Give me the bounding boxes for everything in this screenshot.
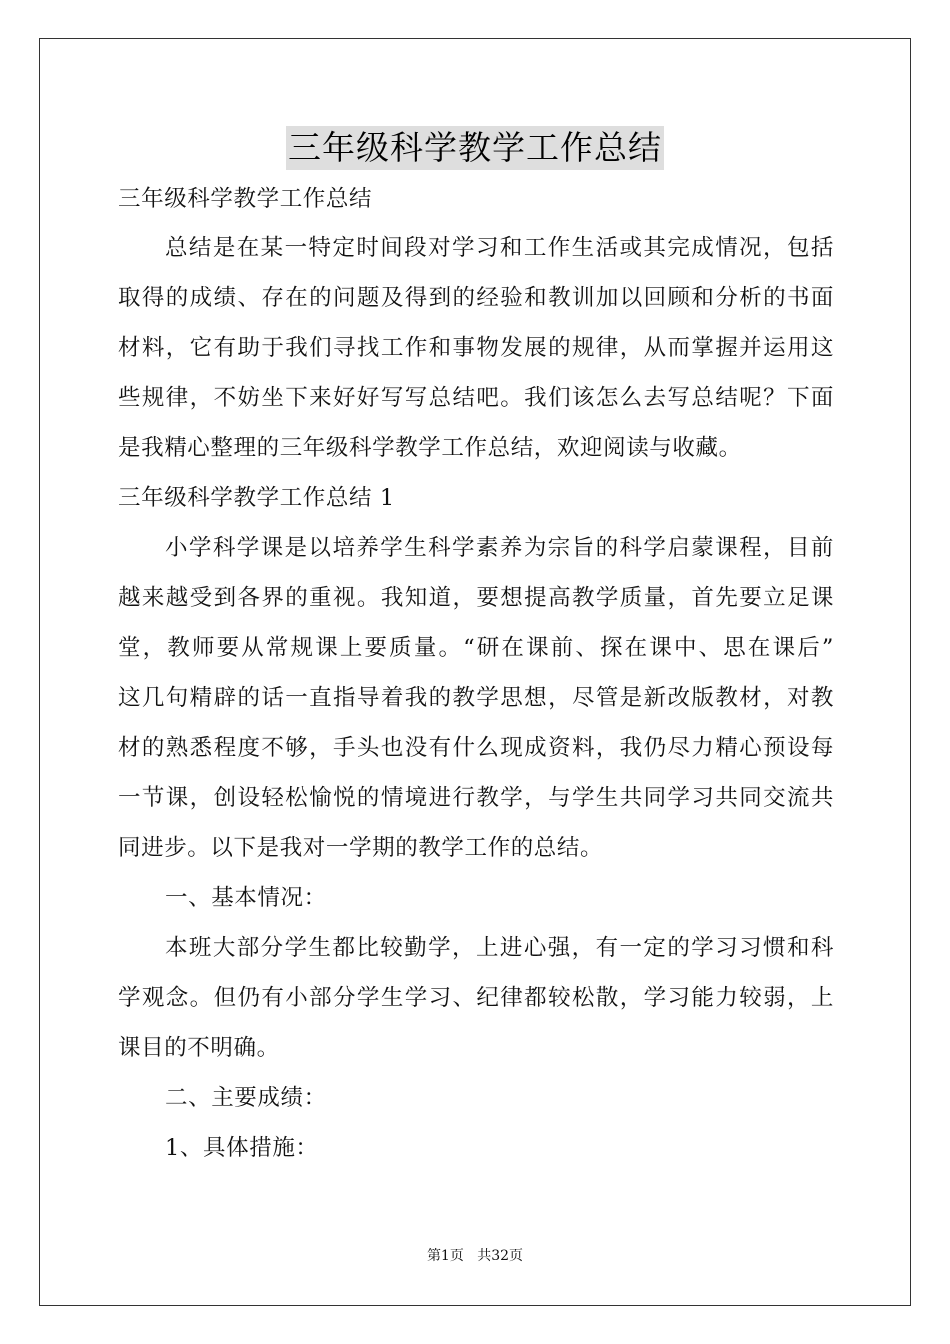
heading-results: 二、主要成绩： [165, 1085, 327, 1111]
para1-line: 越来越受到各界的重视。我知道，要想提高教学质量，首先要立足课 [118, 585, 834, 611]
para1-line: 小学科学课是以培养学生科学素养为宗旨的科学启蒙课程，目前 [165, 535, 834, 561]
page-footer [0, 1247, 950, 1265]
para2-line: 课目的不明确。 [118, 1035, 280, 1061]
para1-line: 材的熟悉程度不够，手头也没有什么现成资料，我仍尽力精心预设每 [118, 735, 834, 761]
intro-line: 些规律，不妨坐下来好好写写总结吧。我们该怎么去写总结呢？下面 [118, 385, 834, 411]
para1-line: 同进步。以下是我对一学期的教学工作的总结。 [118, 835, 604, 861]
intro-line: 材料，它有助于我们寻找工作和事物发展的规律，从而掌握并运用这 [118, 335, 834, 361]
intro-line: 总结是在某一特定时间段对学习和工作生活或其完成情况，包括 [165, 235, 834, 261]
para1-line: 一节课，创设轻松愉悦的情境进行教学，与学生共同学习共同交流共 [118, 785, 834, 811]
page-border [39, 38, 911, 1306]
para2-line: 学观念。但仍有小部分学生学习、纪律都较松散，学习能力较弱，上 [118, 985, 834, 1011]
heading-basic: 一、基本情况： [165, 885, 327, 911]
section-title: 三年级科学教学工作总结 1 [118, 485, 395, 511]
title-wrap [0, 126, 950, 170]
heading-measures: 1、具体措施： [165, 1135, 319, 1161]
para1-line: 这几句精辟的话一直指导着我的教学思想，尽管是新改版教材，对教 [118, 685, 834, 711]
subtitle: 三年级科学教学工作总结 [118, 186, 373, 212]
intro-line: 取得的成绩、存在的问题及得到的经验和教训加以回顾和分析的书面 [118, 285, 834, 311]
page-number: 第1页 [426, 1248, 464, 1264]
para1-line: 堂，教师要从常规课上要质量。“研在课前、探在课中、思在课后” [118, 635, 834, 661]
page-total: 共32页 [477, 1248, 524, 1264]
document-title: 三年级科学教学工作总结 [286, 126, 664, 170]
intro-line: 是我精心整理的三年级科学教学工作总结，欢迎阅读与收藏。 [118, 435, 742, 461]
para2-line: 本班大部分学生都比较勤学，上进心强，有一定的学习习惯和科 [165, 935, 834, 961]
